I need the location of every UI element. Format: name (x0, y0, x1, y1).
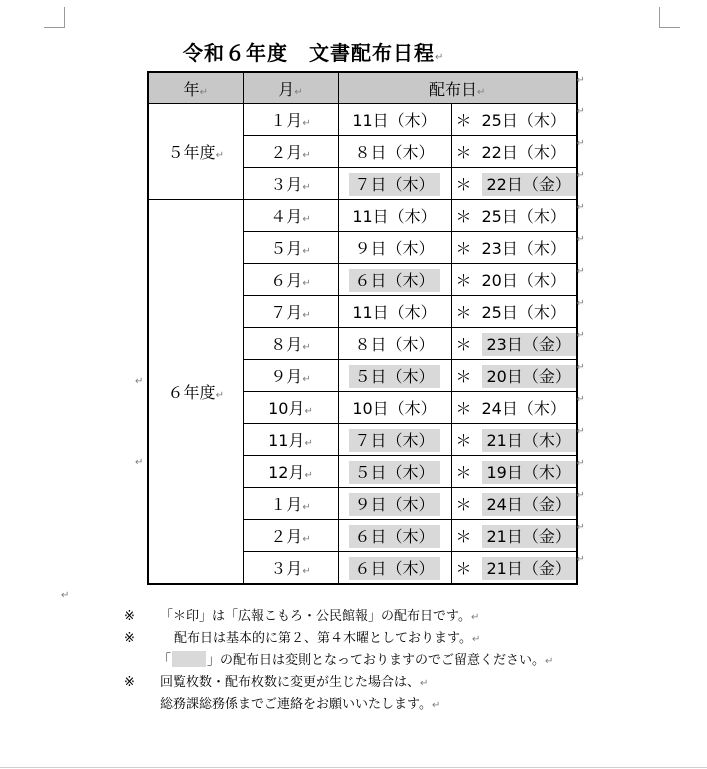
second-distribution-date: 23日（金） (482, 333, 576, 356)
paragraph-mark-icon: ↵ (471, 634, 481, 645)
note-1-text (160, 606, 479, 629)
row-end-mark-icon: ↵ (576, 458, 585, 469)
first-distribution-date: ８日（木） (354, 143, 435, 162)
first-distribution-cell (338, 104, 451, 136)
first-distribution-cell (338, 392, 451, 424)
second-distribution-cell (451, 296, 585, 328)
second-distribution-date: 24日（木） (481, 399, 566, 418)
header-year-label: 年 (183, 79, 200, 99)
first-distribution-cell (338, 520, 451, 552)
asterisk-mark: ＊ (455, 111, 472, 130)
month-cell (243, 552, 338, 585)
note-4-text (160, 672, 428, 695)
header-distribution-label: 配布日 (428, 79, 477, 99)
month-label: 12月 (268, 463, 305, 482)
first-distribution-date: 11日（木） (352, 303, 437, 322)
second-distribution-date: 23日（木） (481, 239, 566, 258)
second-distribution-date: 19日（木） (482, 461, 576, 484)
note-4-line-2: 総務課総務係までご連絡をお願いいたします。 (160, 697, 432, 712)
row-end-mark-icon: ↵ (576, 75, 585, 86)
note-symbol: ※ (124, 609, 135, 624)
note-4-line-1: 回覧枚数・配布枚数に変更が生じた場合は、 (160, 675, 421, 690)
paragraph-mark-icon: ↵ (215, 150, 224, 161)
month-label: １月 (270, 495, 303, 514)
paragraph-mark-icon: ↵ (61, 590, 70, 601)
second-distribution-date: 21日（木） (482, 429, 576, 452)
paragraph-mark-icon: ↵ (302, 118, 311, 129)
month-cell (243, 328, 338, 360)
month-cell (243, 520, 338, 552)
month-cell (243, 264, 338, 296)
month-cell (243, 488, 338, 520)
month-label: ３月 (270, 175, 303, 194)
note-3-text (158, 650, 553, 673)
asterisk-mark: ＊ (455, 559, 472, 578)
month-label: ４月 (270, 207, 303, 226)
asterisk-mark: ＊ (455, 303, 472, 322)
second-distribution-cell (451, 552, 585, 585)
month-cell (243, 456, 338, 488)
paragraph-mark-icon: ↵ (304, 470, 313, 481)
paragraph-mark-icon: ↵ (477, 86, 486, 98)
paragraph-mark-icon: ↵ (135, 456, 144, 468)
first-distribution-date: ５日（木） (349, 461, 439, 484)
month-cell (243, 168, 338, 200)
header-distribution (338, 72, 585, 104)
second-distribution-cell (451, 328, 585, 360)
first-distribution-cell (338, 360, 451, 392)
first-distribution-date: ９日（木） (349, 493, 439, 516)
first-distribution-cell (338, 456, 451, 488)
first-distribution-cell (338, 328, 451, 360)
table-row (148, 104, 577, 136)
asterisk-mark: ＊ (455, 239, 472, 258)
paragraph-mark-icon: ↵ (470, 612, 480, 623)
asterisk-mark: ＊ (455, 143, 472, 162)
second-distribution-date: 21日（金） (482, 525, 576, 548)
second-distribution-cell (451, 392, 585, 424)
paragraph-mark-icon: ↵ (302, 214, 311, 225)
second-distribution-cell (451, 232, 585, 264)
first-distribution-date: ７日（木） (349, 173, 439, 196)
asterisk-mark: ＊ (455, 175, 472, 194)
first-distribution-cell (338, 552, 451, 585)
header-month (243, 72, 338, 104)
first-distribution-date: ６日（木） (349, 525, 439, 548)
month-cell (243, 200, 338, 232)
paragraph-mark-icon: ↵ (302, 342, 311, 353)
note-symbol: ※ (124, 675, 135, 690)
month-label: 10月 (268, 399, 305, 418)
paragraph-mark-icon: ↵ (302, 566, 311, 577)
month-cell (243, 360, 338, 392)
page-corner-top-right (659, 7, 680, 28)
header-month-label: 月 (278, 79, 295, 99)
second-distribution-date: 25日（木） (481, 207, 566, 226)
second-distribution-cell (451, 200, 585, 232)
paragraph-mark-icon: ↵ (302, 374, 311, 385)
row-end-mark-icon: ↵ (576, 298, 585, 309)
paragraph-mark-icon: ↵ (302, 502, 311, 513)
year-label: ５年度 (167, 143, 216, 162)
second-distribution-cell (451, 104, 585, 136)
paragraph-mark-icon: ↵ (304, 406, 313, 417)
first-distribution-cell (338, 168, 451, 200)
year-cell (148, 104, 243, 200)
first-distribution-date: 11日（木） (352, 111, 437, 130)
asterisk-mark: ＊ (455, 399, 472, 418)
paragraph-mark-icon: ↵ (199, 86, 208, 98)
month-label: ２月 (270, 527, 303, 546)
page-corner-top-left (44, 7, 65, 28)
second-distribution-date: 25日（木） (481, 111, 566, 130)
row-end-mark-icon: ↵ (576, 138, 585, 149)
row-end-mark-icon: ↵ (576, 266, 585, 277)
asterisk-mark: ＊ (455, 367, 472, 386)
asterisk-mark: ＊ (455, 431, 472, 450)
asterisk-mark: ＊ (455, 335, 472, 354)
paragraph-mark-icon: ↵ (302, 150, 311, 161)
header-year (148, 72, 243, 104)
note-3-open-bracket: 「 (158, 653, 172, 668)
paragraph-mark-icon: ↵ (420, 678, 429, 689)
month-label: ９月 (270, 367, 303, 386)
note-2-label: 配布日は基本的に第２、第４木曜としております。 (174, 631, 472, 646)
schedule-table (135, 71, 585, 585)
row-end-mark-icon: ↵ (576, 490, 585, 501)
second-distribution-cell (451, 520, 585, 552)
row-end-mark-icon: ↵ (576, 170, 585, 181)
row-end-mark-icon: ↵ (576, 426, 585, 437)
month-cell (243, 136, 338, 168)
second-distribution-cell (451, 456, 585, 488)
title-text: 令和６年度 文書配布日程 (183, 41, 435, 65)
first-distribution-cell (338, 488, 451, 520)
paragraph-mark-icon: ↵ (302, 278, 311, 289)
second-distribution-date: 20日（金） (482, 365, 576, 388)
first-distribution-date: ７日（木） (349, 429, 439, 452)
paragraph-mark-icon: ↵ (302, 182, 311, 193)
second-distribution-cell (451, 360, 585, 392)
first-distribution-date: ６日（木） (349, 557, 439, 580)
first-distribution-cell (338, 264, 451, 296)
month-cell (243, 104, 338, 136)
paragraph-mark-icon: ↵ (431, 700, 441, 711)
row-end-mark-icon: ↵ (576, 362, 585, 373)
second-distribution-cell (451, 264, 585, 296)
row-end-mark-icon: ↵ (576, 106, 585, 117)
month-cell (243, 296, 338, 328)
first-distribution-date: ６日（木） (349, 269, 439, 292)
month-label: 11月 (268, 431, 305, 450)
row-end-mark-icon: ↵ (576, 202, 585, 213)
first-distribution-date: ９日（木） (354, 239, 435, 258)
second-distribution-cell (451, 424, 585, 456)
paragraph-mark-icon: ↵ (294, 86, 303, 98)
table-header-row (148, 72, 577, 104)
second-distribution-date: 21日（金） (482, 557, 576, 580)
paragraph-mark-icon: ↵ (215, 390, 224, 401)
highlight-swatch (172, 651, 206, 667)
row-end-mark-icon: ↵ (576, 394, 585, 405)
paragraph-mark-icon: ↵ (302, 246, 311, 257)
first-distribution-cell (338, 296, 451, 328)
note-3-label: 」の配布日は変則となっておりますのでご留意ください。 (207, 653, 546, 668)
year-cell (135, 200, 243, 585)
first-distribution-date: ５日（木） (349, 365, 439, 388)
paragraph-mark-icon: ↵ (304, 438, 313, 449)
second-distribution-cell (451, 488, 585, 520)
schedule-body (135, 104, 585, 585)
second-distribution-date: 20日（木） (481, 271, 566, 290)
second-distribution-date: 24日（金） (482, 493, 576, 516)
document-title (183, 37, 444, 66)
asterisk-mark: ＊ (455, 495, 472, 514)
second-distribution-cell (451, 168, 585, 200)
first-distribution-cell (338, 232, 451, 264)
paragraph-mark-icon: ↵ (302, 310, 311, 321)
month-label: ２月 (270, 143, 303, 162)
asterisk-mark: ＊ (455, 207, 472, 226)
month-cell (243, 424, 338, 456)
month-cell (243, 232, 338, 264)
paragraph-mark-icon: ↵ (135, 376, 144, 388)
first-distribution-date: 10日（木） (352, 399, 437, 418)
note-symbol: ※ (124, 631, 135, 646)
month-label: ８月 (270, 335, 303, 354)
month-label: １月 (270, 111, 303, 130)
note-2-text (174, 628, 480, 651)
month-label: ３月 (270, 559, 303, 578)
first-distribution-date: ８日（木） (354, 335, 435, 354)
month-cell (243, 392, 338, 424)
first-distribution-cell (338, 424, 451, 456)
paragraph-mark-icon: ↵ (302, 534, 311, 545)
paragraph-mark-icon: ↵ (435, 52, 445, 63)
second-distribution-date: 22日（金） (482, 173, 576, 196)
table-row (148, 200, 577, 232)
row-end-mark-icon: ↵ (576, 554, 585, 565)
note-1-label: 「＊印」は「広報こもろ・公民館報」の配布日です。 (160, 609, 471, 624)
first-distribution-cell (338, 200, 451, 232)
first-distribution-date: 11日（木） (352, 207, 437, 226)
second-distribution-cell (451, 136, 585, 168)
asterisk-mark: ＊ (455, 527, 472, 546)
first-distribution-cell (338, 136, 451, 168)
paragraph-mark-icon: ↵ (545, 656, 554, 667)
row-end-mark-icon: ↵ (576, 234, 585, 245)
row-end-mark-icon: ↵ (576, 330, 585, 341)
second-distribution-date: 25日（木） (481, 303, 566, 322)
second-distribution-date: 22日（木） (481, 143, 566, 162)
asterisk-mark: ＊ (455, 271, 472, 290)
note-4-text-continued (160, 694, 440, 717)
month-label: ７月 (270, 303, 303, 322)
month-label: ６月 (270, 271, 303, 290)
asterisk-mark: ＊ (455, 463, 472, 482)
page-bottom-edge (0, 767, 707, 768)
month-label: ５月 (270, 239, 303, 258)
row-end-mark-icon: ↵ (576, 522, 585, 533)
year-label: ６年度 (167, 383, 216, 402)
